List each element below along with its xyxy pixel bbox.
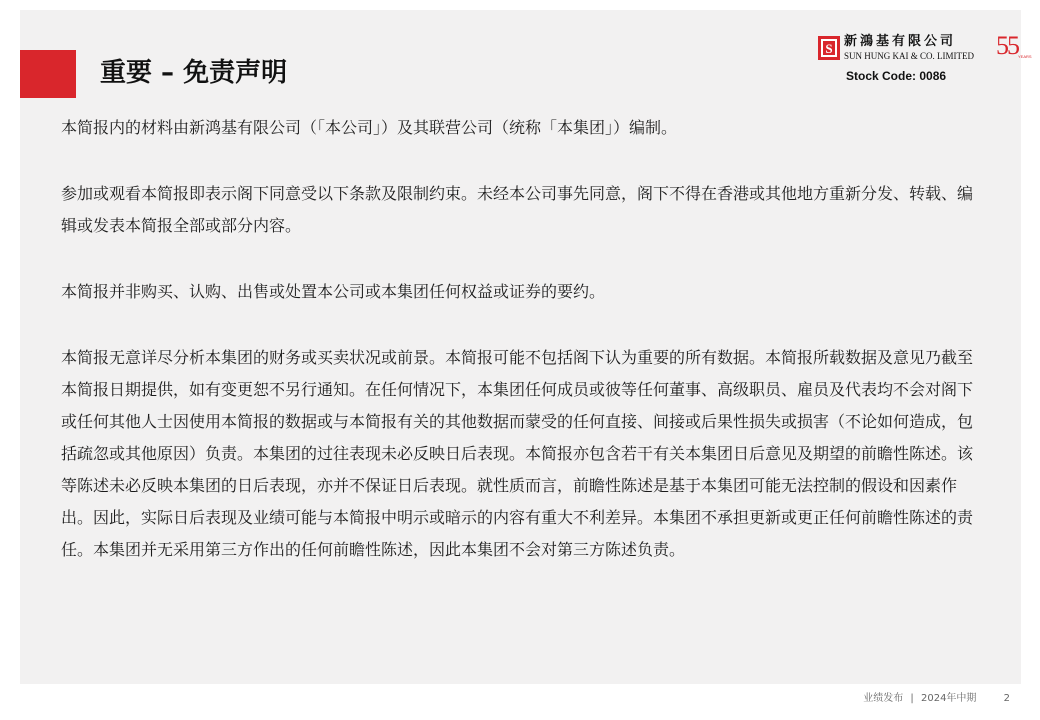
page-title: 重要 – 免责声明 bbox=[100, 58, 288, 88]
anniversary-mark: 55 bbox=[996, 31, 1018, 60]
page-footer bbox=[863, 692, 1010, 706]
disclaimer-body bbox=[61, 112, 983, 600]
anniversary-sub: YEARS bbox=[1018, 54, 1032, 59]
disclaimer-paragraph: 本简报内的材料由新鸿基有限公司（「本公司」）及其联营公司（统称「本集团」）编制。 bbox=[61, 118, 678, 137]
disclaimer-paragraph: 参加或观看本简报即表示阁下同意受以下条款及限制约束。未经本公司事先同意，阁下不得在香港或其他地方重新分发、转载、编辑或发表本简报全部或部分内容。 bbox=[61, 184, 974, 235]
logo-chinese-name: 新鴻基有限公司 bbox=[844, 34, 957, 49]
disclaimer-paragraph: 本简报并非购买、认购、出售或处置本公司或本集团任何权益或证券的要约。 bbox=[61, 282, 606, 301]
disclaimer-paragraph: 本简报无意详尽分析本集团的财务或买卖状况或前景。本简报可能不包括阁下认为重要的所有数据。本简报所载数据及意见乃截至本简报日期提供，如有变更恕不另行通知。在任何情况下，本集团任何成员或彼等任何董事、高级职员、雇员及代表均不会对阁下或任何其他人士因使用本简报的数据或与本简报有关的其他数据而蒙受的任何直接、间接或后果性损失或损害（不论如何造成，包括疏忽或其他原因）负责。本集团的过往表现未必反映日后表现。本简报亦包含若干有关本集团日后意见及期望的前瞻性陈述。该等陈述未必反映本集团的日后表现，亦并不保证日后表现。就性质而言，前瞻性陈述是基于本集团可能无法控制的假设和因素作出。因此，实际日后表现及业绩可能与本简报中明示或暗示的内容有重大不利差异。本集团不承担更新或更正任何前瞻性陈述的责任。本集团并无采用第三方作出的任何前瞻性陈述，因此本集团不会对第三方陈述负责。 bbox=[61, 348, 974, 559]
page-number: 2 bbox=[1003, 693, 1010, 704]
logo-english-name: SUN HUNG KAI & CO. LIMITED bbox=[844, 51, 974, 61]
footer-period: 2024年中期 bbox=[920, 693, 977, 704]
logo-mark-letter: S bbox=[825, 41, 833, 56]
shk-logo-icon bbox=[818, 36, 840, 60]
title-accent-bar bbox=[20, 50, 76, 98]
footer-separator: | bbox=[910, 693, 914, 704]
footer-event: 业绩发布 bbox=[863, 693, 904, 704]
stock-code: Stock Code: 0086 bbox=[846, 69, 947, 83]
